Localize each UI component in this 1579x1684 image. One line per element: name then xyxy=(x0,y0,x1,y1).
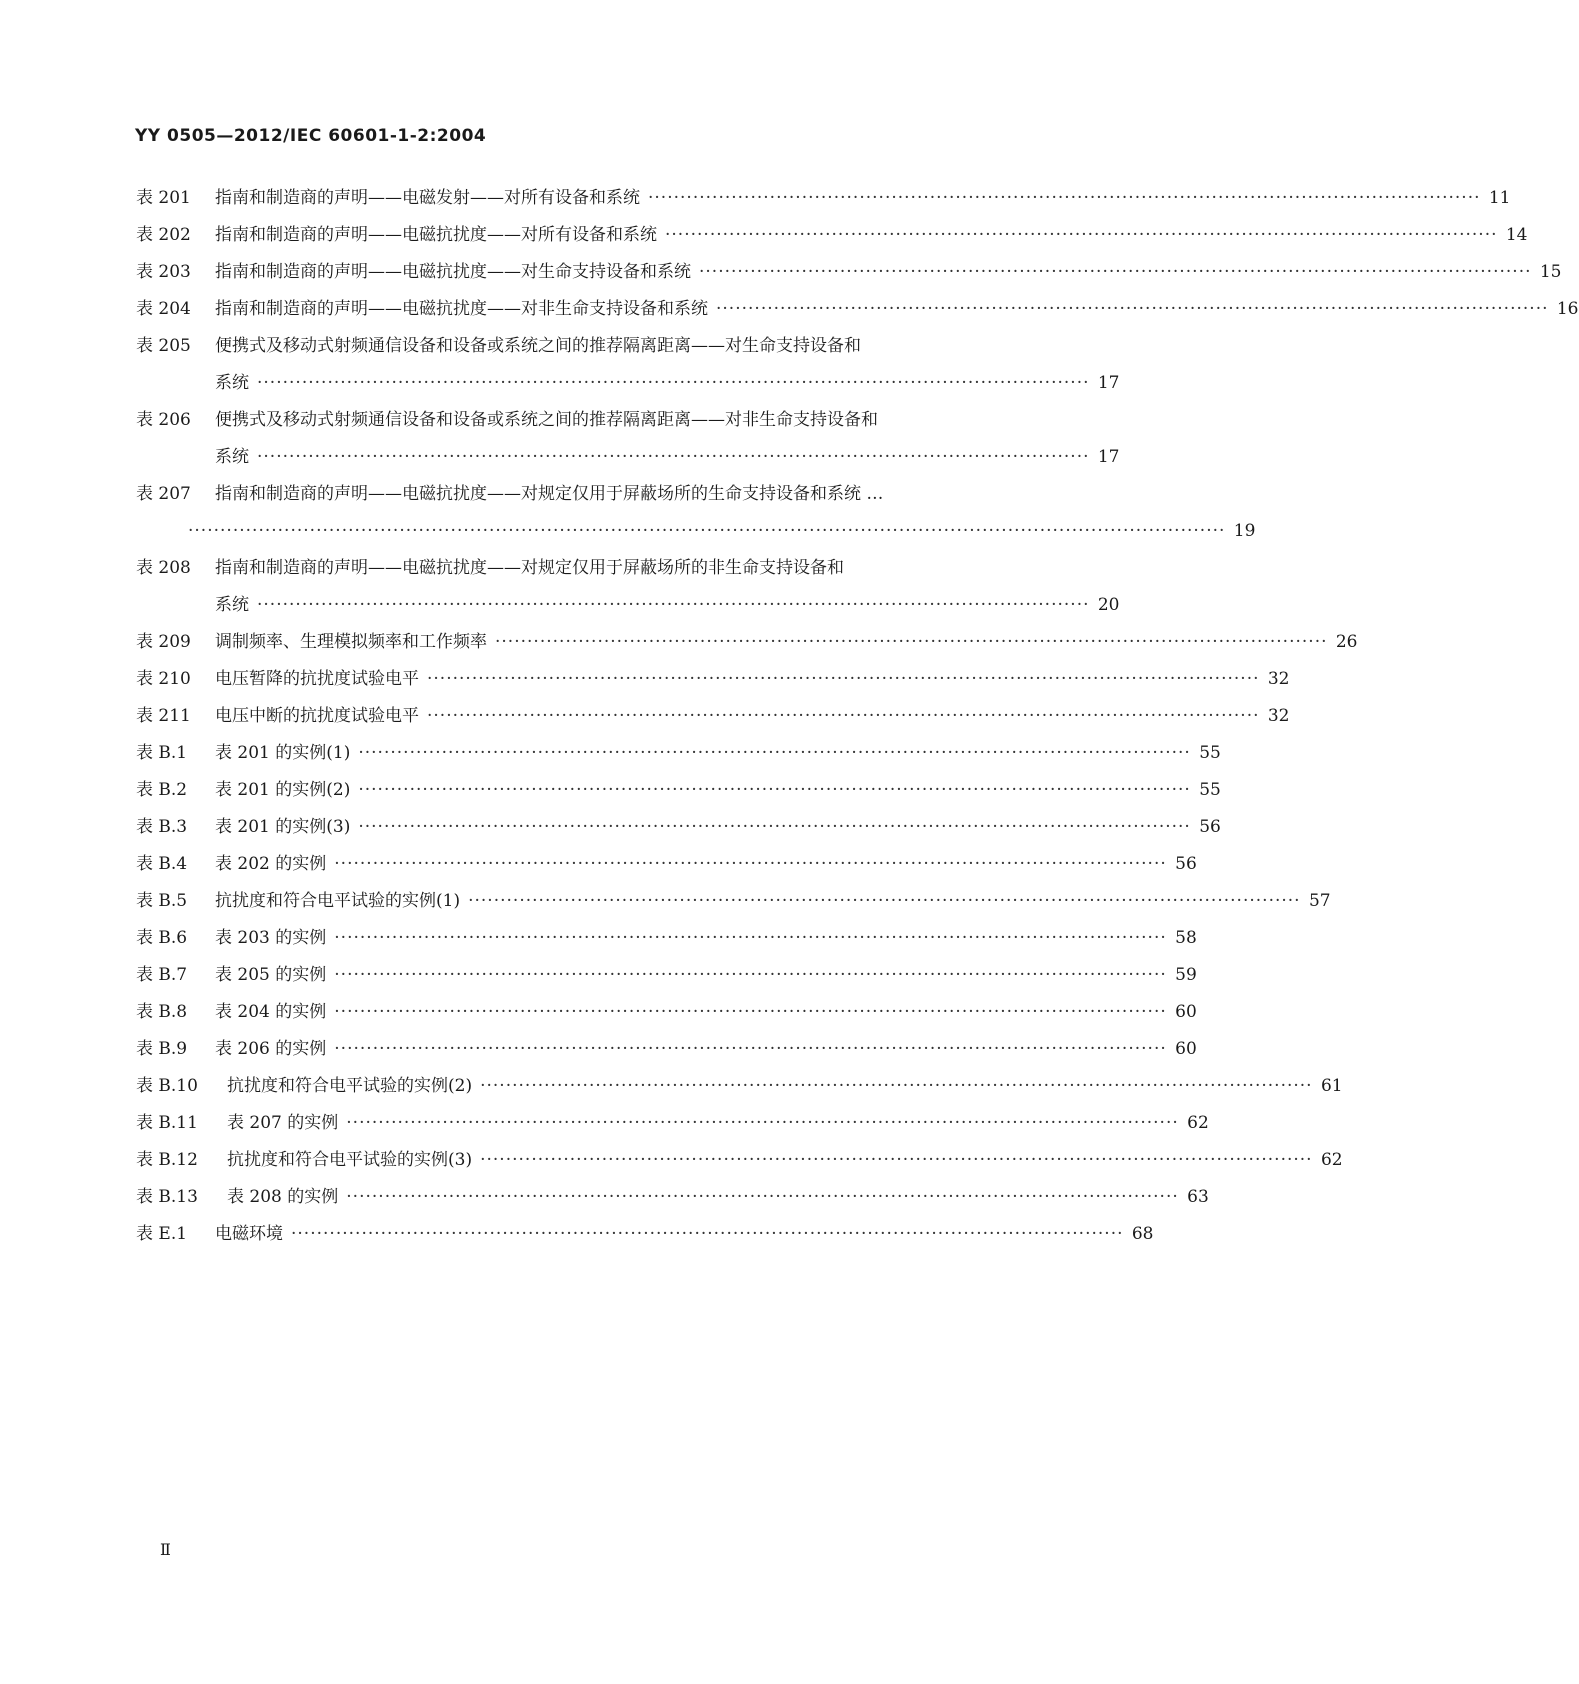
entry-page: 58 xyxy=(1175,928,1197,948)
leader-dots: ·································································································································· xyxy=(358,817,1191,837)
entry-title: 抗扰度和符合电平试验的实例(1) xyxy=(215,891,461,911)
entry-page: 20 xyxy=(1097,595,1120,615)
leader-dots: ·································································································································· xyxy=(427,706,1260,726)
document-header: YY 0505—2012/IEC 60601-1-2:2004 xyxy=(135,126,487,146)
toc-entry[interactable] xyxy=(136,698,1290,735)
entry-number: 表 204 xyxy=(136,299,191,319)
entry-title: 指南和制造商的声明——电磁发射——对所有设备和系统 xyxy=(215,188,640,208)
entry-page: 16 xyxy=(1556,299,1579,319)
toc-entry[interactable] xyxy=(136,291,1579,328)
entry-title: 表 203 的实例 xyxy=(215,928,327,948)
entry-title: 表 208 的实例 xyxy=(227,1187,339,1207)
toc-entry[interactable] xyxy=(136,735,1221,772)
toc-entry[interactable] xyxy=(136,550,1120,624)
table-of-contents xyxy=(136,180,1579,1253)
leader-dots: ·································································································································· xyxy=(334,965,1167,985)
entry-page: 61 xyxy=(1320,1076,1343,1096)
leader-dots: ·································································································································· xyxy=(291,1224,1124,1244)
entry-number: 表 209 xyxy=(136,632,191,652)
toc-entry[interactable] xyxy=(136,883,1331,920)
leader-dots: ·································································································································· xyxy=(495,632,1328,652)
leader-dots: ·································································································································· xyxy=(334,1002,1167,1022)
entry-title: 指南和制造商的声明——电磁抗扰度——对非生命支持设备和系统 xyxy=(215,299,708,319)
leader-dots: ·································································································································· xyxy=(716,299,1549,319)
entry-page: 55 xyxy=(1199,743,1221,763)
entry-page: 62 xyxy=(1187,1113,1209,1133)
toc-entry[interactable] xyxy=(136,809,1221,846)
toc-entry[interactable] xyxy=(136,957,1197,994)
entry-number: 表 201 xyxy=(136,188,191,208)
entry-title: 表 206 的实例 xyxy=(215,1039,327,1059)
toc-entry[interactable] xyxy=(136,254,1562,291)
leader-dots: ·································································································································· xyxy=(358,780,1191,800)
entry-number: 表 B.9 xyxy=(136,1039,188,1059)
entry-page: 60 xyxy=(1175,1039,1197,1059)
leader-dots: ·································································································································· xyxy=(334,854,1167,874)
entry-page: 14 xyxy=(1505,225,1528,245)
entry-title: 电压暂降的抗扰度试验电平 xyxy=(215,669,419,689)
entry-title: 指南和制造商的声明——电磁抗扰度——对规定仅用于屏蔽场所的生命支持设备和系统 … xyxy=(215,484,884,504)
leader-dots: ·································································································································· xyxy=(346,1187,1179,1207)
toc-entry[interactable] xyxy=(136,476,1256,550)
entry-number: 表 207 xyxy=(136,484,191,504)
toc-entry[interactable] xyxy=(136,920,1197,957)
entry-number: 表 B.10 xyxy=(136,1076,198,1096)
toc-entry[interactable] xyxy=(136,1216,1154,1253)
toc-entry[interactable] xyxy=(136,1105,1209,1142)
entry-title: 表 207 的实例 xyxy=(227,1113,339,1133)
entry-number: 表 B.12 xyxy=(136,1150,198,1170)
entry-title: 指南和制造商的声明——电磁抗扰度——对所有设备和系统 xyxy=(215,225,657,245)
leader-dots: ·································································································································· xyxy=(257,447,1090,467)
entry-page: 68 xyxy=(1131,1224,1154,1244)
entry-number: 表 208 xyxy=(136,558,191,578)
entry-page: 56 xyxy=(1199,817,1221,837)
entry-number: 表 B.2 xyxy=(136,780,188,800)
entry-number: 表 205 xyxy=(136,336,191,356)
entry-page: 63 xyxy=(1187,1187,1209,1207)
leader-dots: ·································································································································· xyxy=(257,595,1090,615)
entry-title: 调制频率、生理模拟频率和工作频率 xyxy=(215,632,487,652)
footer-page-number: Ⅱ xyxy=(160,1540,171,1559)
entry-title: 表 202 的实例 xyxy=(215,854,327,874)
entry-number: 表 211 xyxy=(136,706,191,726)
entry-number: 表 E.1 xyxy=(136,1224,188,1244)
entry-title: 抗扰度和符合电平试验的实例(2) xyxy=(227,1076,473,1096)
toc-entry[interactable] xyxy=(136,1068,1343,1105)
entry-title: 电磁环境 xyxy=(215,1224,283,1244)
entry-title: 表 205 的实例 xyxy=(215,965,327,985)
leader-dots: ·································································································································· xyxy=(427,669,1260,689)
leader-dots: ·································································································································································· xyxy=(188,521,1226,541)
toc-entry[interactable] xyxy=(136,217,1528,254)
toc-entry[interactable] xyxy=(136,624,1358,661)
entry-page: 26 xyxy=(1335,632,1358,652)
entry-page: 32 xyxy=(1267,706,1290,726)
leader-dots: ·································································································································· xyxy=(358,743,1191,763)
entry-number: 表 B.5 xyxy=(136,891,188,911)
leader-dots: ·································································································································· xyxy=(334,1039,1167,1059)
toc-entry[interactable] xyxy=(136,1031,1197,1068)
leader-dots: ·································································································································· xyxy=(665,225,1498,245)
leader-dots: ·································································································································· xyxy=(480,1150,1313,1170)
entry-title: 电压中断的抗扰度试验电平 xyxy=(215,706,419,726)
toc-entry[interactable] xyxy=(136,661,1290,698)
toc-entry[interactable] xyxy=(136,1179,1209,1216)
leader-dots: ·································································································································· xyxy=(257,373,1090,393)
toc-entry[interactable] xyxy=(136,328,1120,402)
entry-title-continuation: 系统 xyxy=(215,447,249,467)
entry-title: 指南和制造商的声明——电磁抗扰度——对生命支持设备和系统 xyxy=(215,262,691,282)
leader-dots: ·································································································································· xyxy=(346,1113,1179,1133)
entry-title: 便携式及移动式射频通信设备和设备或系统之间的推荐隔离距离——对生命支持设备和 xyxy=(215,336,861,356)
entry-number: 表 B.7 xyxy=(136,965,188,985)
toc-entry[interactable] xyxy=(136,772,1221,809)
entry-title: 指南和制造商的声明——电磁抗扰度——对规定仅用于屏蔽场所的非生命支持设备和 xyxy=(215,558,844,578)
entry-number: 表 203 xyxy=(136,262,191,282)
toc-entry[interactable] xyxy=(136,402,1120,476)
toc-entry[interactable] xyxy=(136,846,1197,883)
entry-page: 62 xyxy=(1320,1150,1343,1170)
leader-dots: ·································································································································· xyxy=(468,891,1301,911)
entry-page: 17 xyxy=(1097,447,1120,467)
entry-page: 32 xyxy=(1267,669,1290,689)
toc-entry[interactable] xyxy=(136,1142,1343,1179)
entry-page: 55 xyxy=(1199,780,1221,800)
toc-entry[interactable] xyxy=(136,180,1511,217)
entry-number: 表 B.6 xyxy=(136,928,188,948)
entry-number: 表 B.11 xyxy=(136,1113,198,1133)
entry-title: 表 201 的实例(1) xyxy=(215,743,351,763)
leader-dots: ·································································································································· xyxy=(699,262,1532,282)
entry-title: 表 204 的实例 xyxy=(215,1002,327,1022)
entry-number: 表 B.1 xyxy=(136,743,188,763)
leader-dots: ·································································································································· xyxy=(648,188,1481,208)
leader-dots: ·································································································································· xyxy=(334,928,1167,948)
entry-page: 17 xyxy=(1097,373,1120,393)
entry-title: 便携式及移动式射频通信设备和设备或系统之间的推荐隔离距离——对非生命支持设备和 xyxy=(215,410,878,430)
entry-title: 表 201 的实例(2) xyxy=(215,780,351,800)
entry-page: 11 xyxy=(1488,188,1511,208)
entry-title: 抗扰度和符合电平试验的实例(3) xyxy=(227,1150,473,1170)
entry-title: 表 201 的实例(3) xyxy=(215,817,351,837)
entry-title-continuation: 系统 xyxy=(215,595,249,615)
entry-number: 表 202 xyxy=(136,225,191,245)
entry-page: 15 xyxy=(1539,262,1562,282)
entry-number: 表 206 xyxy=(136,410,191,430)
entry-number: 表 B.4 xyxy=(136,854,188,874)
leader-dots: ·································································································································· xyxy=(480,1076,1313,1096)
entry-page: 19 xyxy=(1233,521,1256,541)
entry-number: 表 B.13 xyxy=(136,1187,198,1207)
entry-number: 表 B.3 xyxy=(136,817,188,837)
toc-entry[interactable] xyxy=(136,994,1197,1031)
entry-title-continuation: 系统 xyxy=(215,373,249,393)
entry-page: 59 xyxy=(1175,965,1197,985)
entry-number: 表 210 xyxy=(136,669,191,689)
entry-page: 56 xyxy=(1175,854,1197,874)
entry-page: 60 xyxy=(1175,1002,1197,1022)
entry-page: 57 xyxy=(1308,891,1331,911)
entry-number: 表 B.8 xyxy=(136,1002,188,1022)
